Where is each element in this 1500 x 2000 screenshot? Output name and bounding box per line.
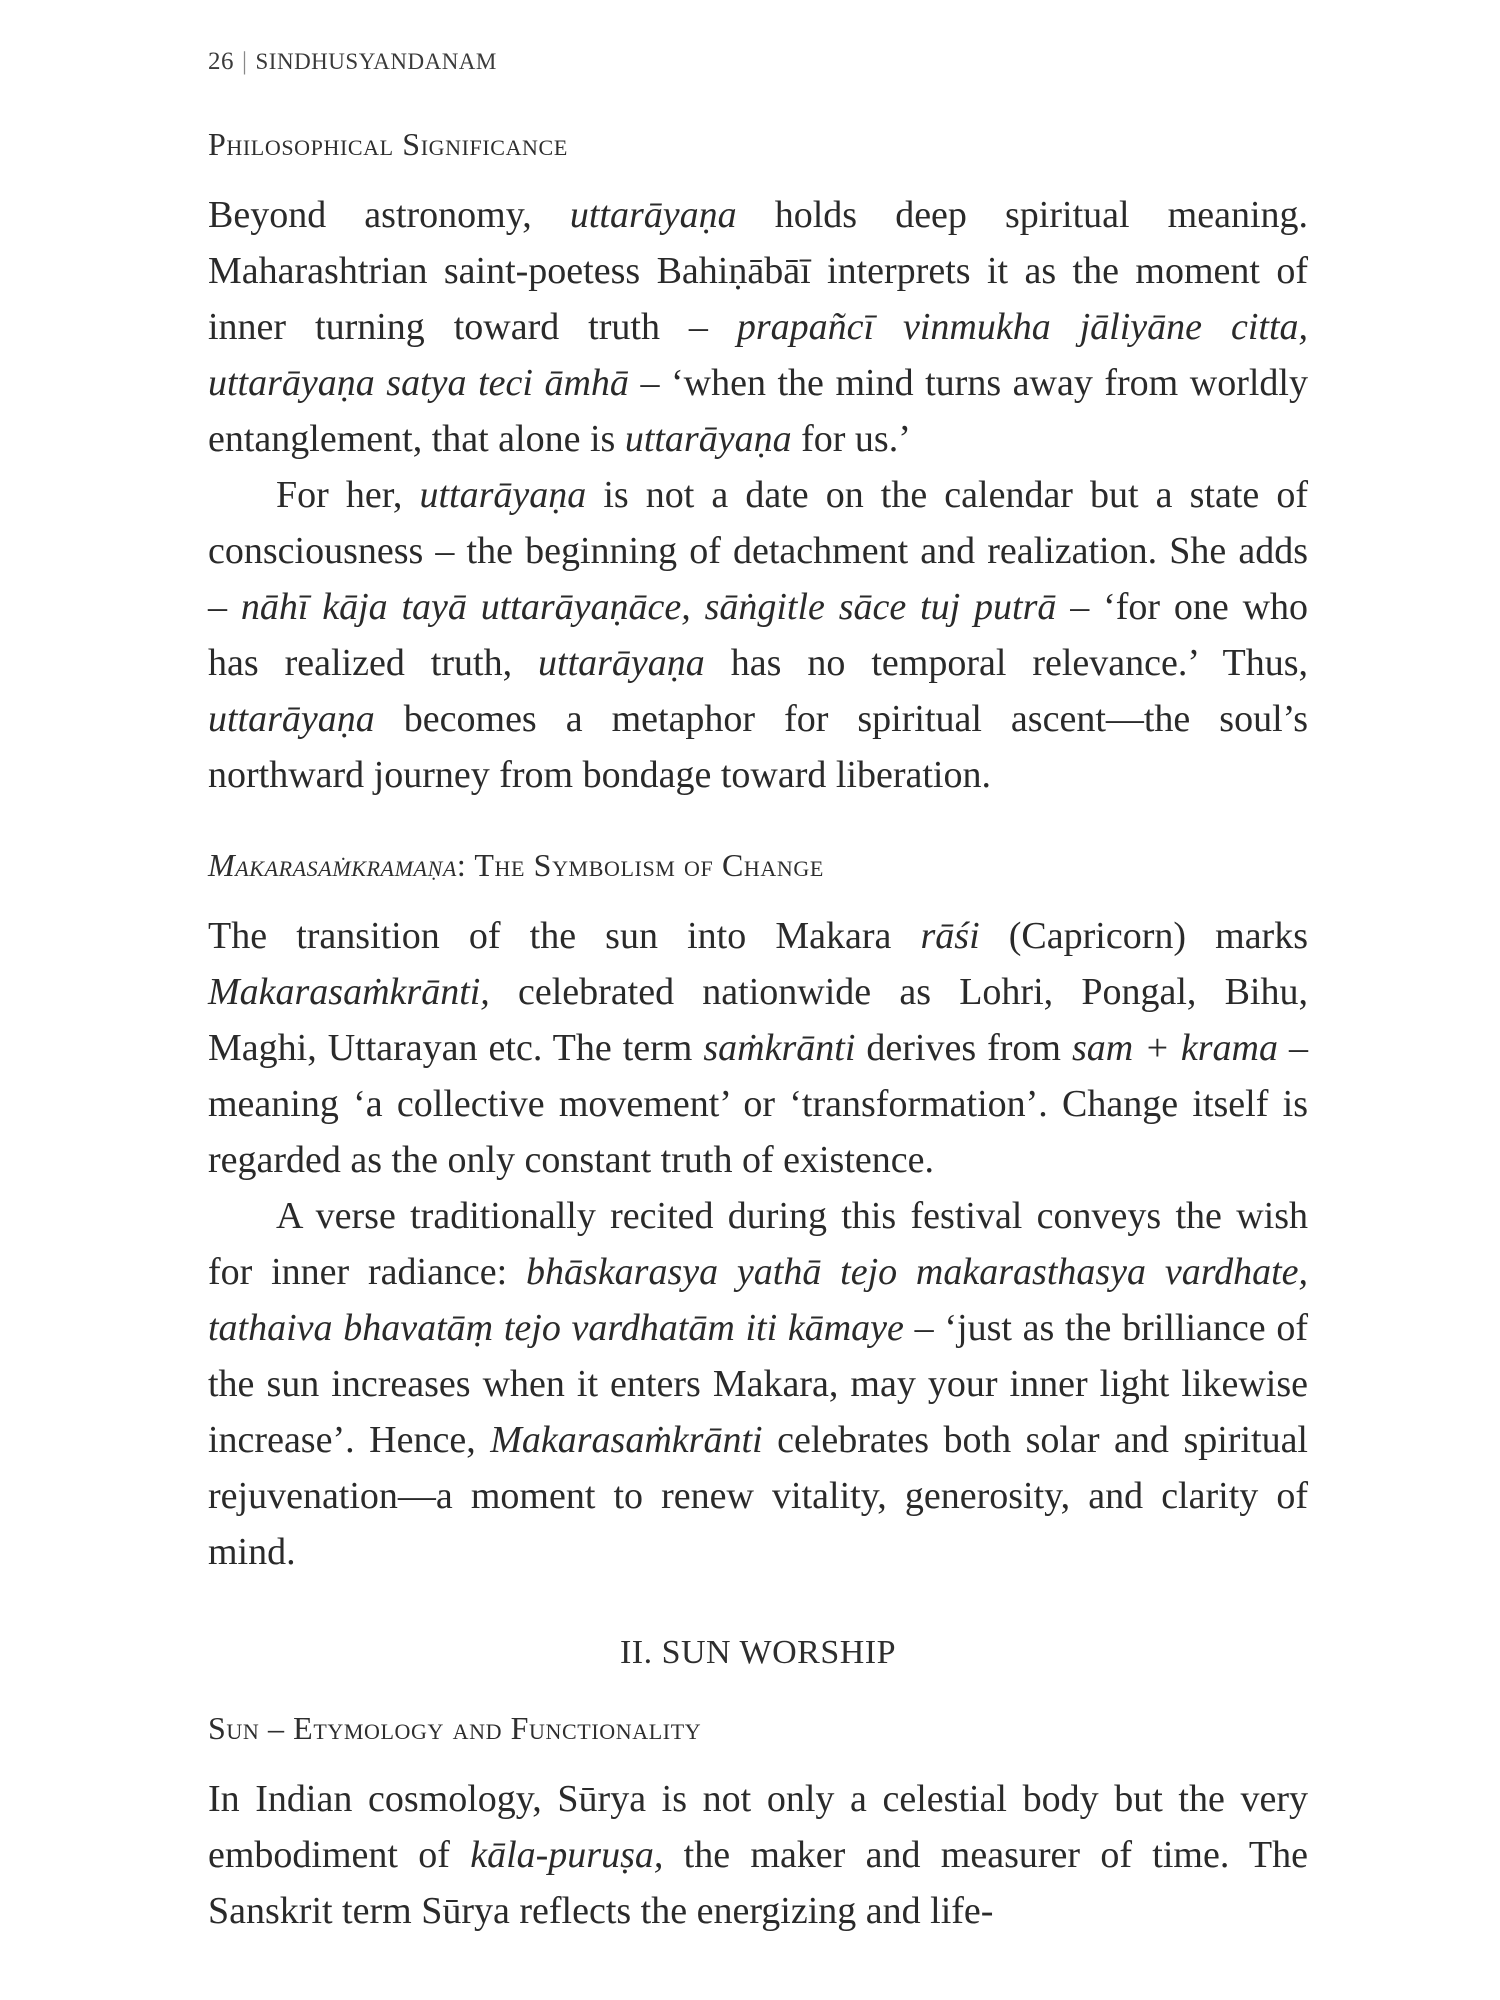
text-run: becomes a metaphor for spiritual ascent—the soul’s northward journey from bondage toward liberation. [208,698,1308,796]
text-run: (Capricorn) marks [979,915,1309,957]
text-run: for us.’ [791,418,911,460]
text-run: – meaning ‘a collective movement’ or ‘transformation’. Change itself is regarded as the only constant truth of existence. [208,1027,1308,1181]
text-run: Beyond astronomy, [208,194,570,236]
book-page [208,40,1308,1939]
italic-term: uttarāyaṇa [624,418,792,460]
text-run: – ‘for one who has realized truth, [208,586,1309,684]
text-run: holds deep spiritual meaning. Maharashtrian saint-poetess Bahiṇābāī interprets it as the moment of inner turning toward truth – [208,194,1309,348]
italic-term: uttarāyaṇa [208,698,375,740]
page-number: 26 [208,48,234,75]
paragraph-philosophical-2 [208,467,1308,803]
text-run: For her, [276,474,420,516]
italic-verse: prapañcī vinmukha jāliyāne citta, uttarāyaṇa satya teci āmhā [208,306,1309,404]
italic-term: saṁkrānti [703,1027,856,1069]
italic-term: uttarāyaṇa [419,474,587,516]
chapter-heading-sun-worship: II. SUN WORSHIP [619,1634,897,1671]
italic-verse: bhāskarasya yathā tejo makarasthasya vardhate, tathaiva bhavatāṃ tejo vardhatām iti kāmaye [208,1251,1308,1349]
italic-term: Makarasaṁkrānti [490,1419,763,1461]
text-run: derives from [855,1027,1072,1069]
text-run: has no temporal relevance.’ Thus, [704,642,1308,684]
text-run: celebrated nationwide as Lohri, Pongal, Bihu, Maghi, Uttarayan etc. The term [208,971,1308,1069]
text-run: In Indian cosmology, Sūrya is not only a celestial body but the very embodiment of [208,1778,1308,1876]
heading-italic-part: Makarasaṁkramaṇa [208,847,457,883]
section-heading-makarasamkramana [208,847,1308,884]
section-heading-philosophical-significance: Philosophical Significance [208,126,568,162]
italic-verse: nāhī kāja tayā uttarāyaṇāce, sāṅgitle sāce tuj putrā [240,586,1057,628]
paragraph-makara-1 [208,908,1308,1188]
text-run: – ‘just as the brilliance of the sun increases when it enters Makara, may your inner light likewise increase’. Hence, [208,1307,1308,1461]
paragraph-philosophical-1 [208,187,1308,467]
italic-term: uttarāyaṇa [538,642,705,684]
running-head-separator: | [242,48,248,75]
text-run: A verse traditionally recited during this festival conveys the wish for inner radiance: [208,1195,1308,1293]
italic-term: Makarasaṁkrānti, [208,971,490,1013]
heading-rest-part: : The Symbolism of Change [456,847,824,883]
section-heading-sun-etymology: Sun – Etymology and Functionality [208,1710,702,1746]
text-run: celebrates both solar and spiritual rejuvenation—a moment to renew vitality, generosity, and clarity of mind. [208,1419,1308,1573]
text-run: The transition of the sun into Makara [208,915,921,957]
paragraph-sun-1 [208,1771,1308,1939]
italic-term: sam + krama [1072,1027,1278,1069]
italic-term: uttarāyaṇa [569,194,737,236]
text-run: – ‘when the mind turns away from worldly entanglement, that alone is [208,362,1308,460]
running-head [208,48,1308,88]
text-run: is not a date on the calendar but a state of consciousness – the beginning of detachment and realization. She adds – [208,474,1308,628]
italic-term: kāla-puruṣa, [470,1834,664,1876]
book-title: SINDHUSYANDANAM [255,49,497,74]
text-run: the maker and measurer of time. The Sanskrit term Sūrya reflects the energizing and life- [208,1834,1309,1932]
italic-term: rāśi [920,915,980,957]
paragraph-makara-2 [208,1188,1308,1580]
